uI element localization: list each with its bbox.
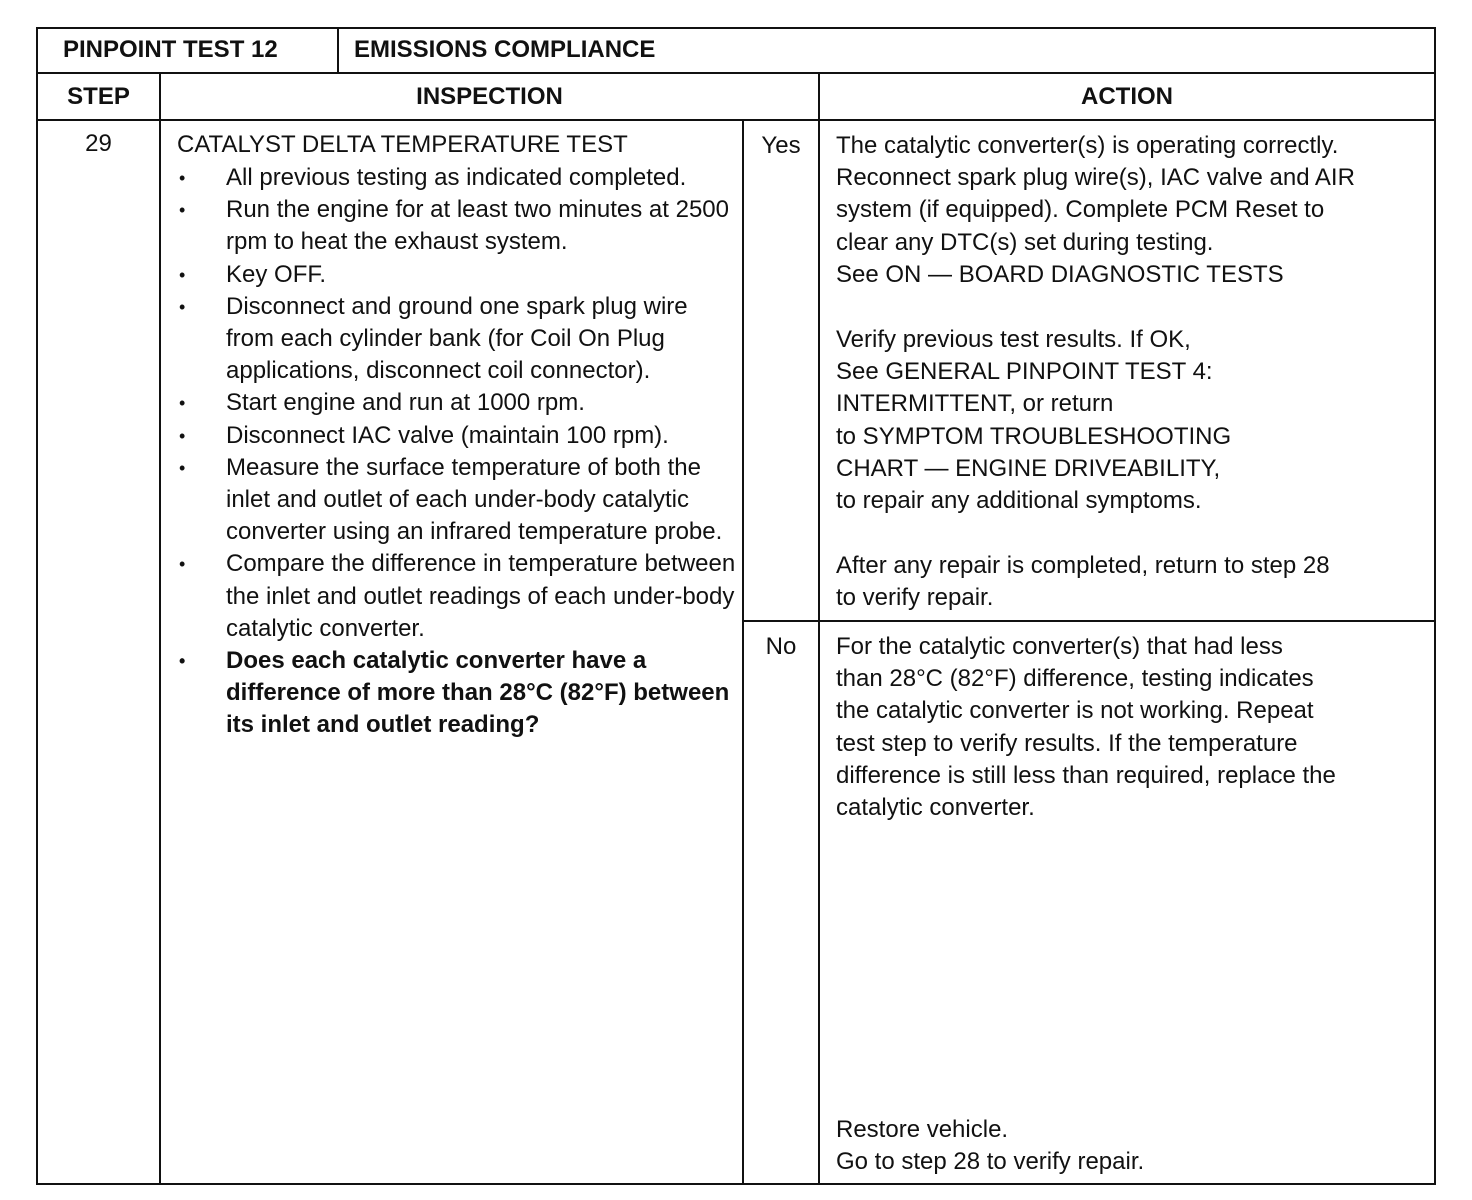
inspection-bullet-list [177, 162, 737, 742]
no-action-line: For the catalytic converter(s) that had less [836, 633, 1283, 660]
no-action-line: test step to verify results. If the temperature [836, 729, 1298, 757]
yes-action-text [836, 130, 1355, 291]
yes-repair-line: After any repair is completed, return to step 28 [836, 552, 1330, 579]
yes-verify-line: INTERMITTENT, or return [836, 390, 1114, 418]
no-action-text [836, 631, 1336, 824]
no-action-line: than 28°C (82°F) difference, testing indicates [836, 665, 1314, 693]
inspection-bullet: • Disconnect IAC valve (maintain 100 rpm). [177, 420, 737, 452]
inspection-bullet: • All previous testing as indicated completed. [177, 162, 737, 194]
yes-action-line: system (if equipped). Complete PCM Reset to [836, 196, 1325, 224]
yes-repair-line: to verify repair. [836, 584, 994, 612]
column-header-divider [36, 119, 1436, 121]
column-header-step: STEP [67, 83, 130, 110]
yes-verify-line: CHART — ENGINE DRIVEABILITY, [836, 454, 1221, 482]
inspection-title: CATALYST DELTA TEMPERATURE TEST [177, 131, 628, 158]
yes-no-divider [742, 620, 1436, 622]
test-number-label: PINPOINT TEST 12 [63, 36, 278, 63]
inspection-bullet: • Measure the surface temperature of both the inlet and outlet of each under-body catalytic converter using an infrared temperature probe. [177, 452, 737, 549]
header-divider [36, 72, 1436, 74]
column-header-inspection: INSPECTION [416, 83, 563, 110]
inspection-bullet: • Run the engine for at least two minutes at 2500 rpm to heat the exhaust system. [177, 194, 737, 258]
no-action-line: the catalytic converter is not working. Repeat [836, 697, 1314, 725]
yes-verify-line: to repair any additional symptoms. [836, 487, 1202, 515]
inspection-bullet: • Compare the difference in temperature between the inlet and outlet readings of each under-body catalytic converter. [177, 548, 737, 645]
yes-verify-text [836, 324, 1231, 517]
step-column-divider [159, 72, 161, 1185]
inspection-bullet: • Key OFF. [177, 259, 737, 291]
yes-action-line: Reconnect spark plug wire(s), IAC valve and AIR [836, 164, 1355, 192]
column-header-action: ACTION [1081, 83, 1173, 110]
yes-action-line: clear any DTC(s) set during testing. [836, 228, 1214, 256]
yes-action-line: The catalytic converter(s) is operating correctly. [836, 132, 1339, 159]
no-restore-line: Restore vehicle. [836, 1116, 1009, 1143]
no-action-line: difference is still less than required, replace the [836, 761, 1336, 789]
yes-action-line: See ON — BOARD DIAGNOSTIC TESTS [836, 260, 1284, 288]
action-column-divider [818, 72, 820, 1185]
no-action-line: catalytic converter. [836, 794, 1035, 822]
header-cell-divider [337, 27, 339, 73]
no-restore-line: Go to step 28 to verify repair. [836, 1148, 1145, 1176]
yes-repair-text [836, 550, 1330, 614]
yes-verify-line: Verify previous test results. If OK, [836, 326, 1191, 353]
test-title: EMISSIONS COMPLIANCE [354, 36, 656, 63]
yes-verify-line: to SYMPTOM TROUBLESHOOTING [836, 422, 1232, 450]
step-number: 29 [85, 130, 112, 157]
yes-label: Yes [761, 132, 801, 159]
inspection-question: • Does each catalytic converter have a difference of more than 28°C (82°F) between its inlet and outlet reading? [177, 645, 737, 742]
inspection-bullet: • Start engine and run at 1000 rpm. [177, 387, 737, 419]
inspection-bullet: • Disconnect and ground one spark plug wire from each cylinder bank (for Coil On Plug applications, disconnect coil connector). [177, 291, 737, 388]
no-restore-text [836, 1114, 1144, 1178]
yes-verify-line: See GENERAL PINPOINT TEST 4: [836, 358, 1213, 386]
no-label: No [765, 633, 797, 660]
